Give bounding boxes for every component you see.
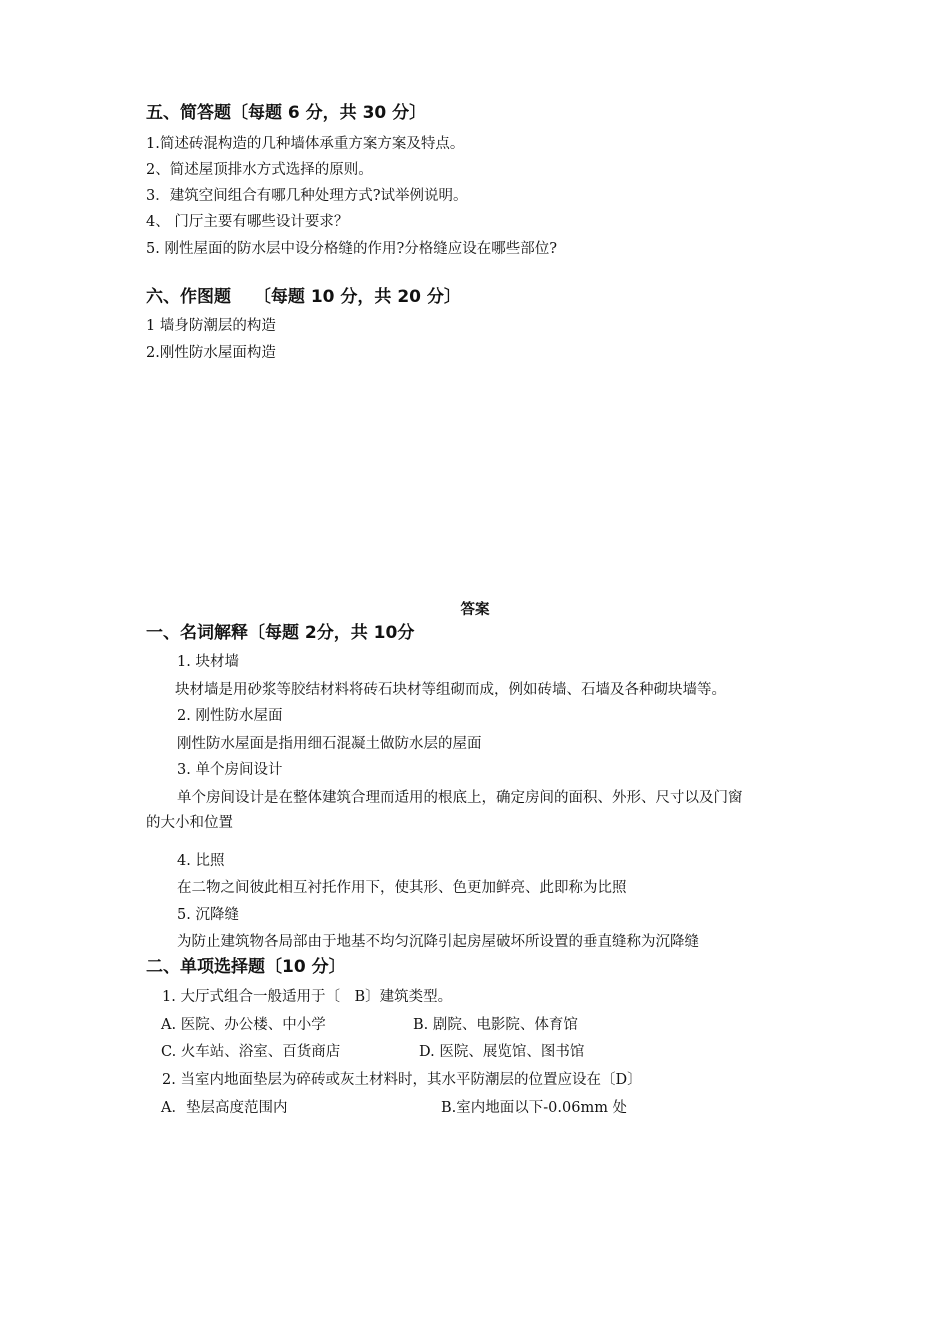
term-5: 5. 沉降缝	[177, 907, 239, 923]
answers-part1-heading: 一、名词解释〔每题 2分，共 10分	[146, 623, 415, 643]
answers-part2-heading: 二、单项选择题〔10 分〕	[146, 957, 346, 977]
term-2: 2. 刚性防水屋面	[177, 708, 283, 724]
section5-item-3: 3．建筑空间组合有哪几种处理方式?试举例说明。	[146, 188, 468, 204]
question-1-option-d: D. 医院、展览馆、图书馆	[419, 1044, 585, 1060]
section5-item-4: 4、 门厅主要有哪些设计要求？	[146, 214, 349, 230]
term-1: 1. 块材墙	[177, 654, 239, 670]
question-2-option-a: A．垫层高度范围内	[161, 1100, 288, 1116]
section6-heading: 六、作图题 〔每题 10 分，共 20 分〕	[146, 287, 461, 307]
section5-item-1: 1.简述砖混构造的几种墙体承重方案方案及特点。	[146, 136, 465, 152]
term-4: 4. 比照	[177, 853, 225, 869]
definition-3-cont: 的大小和位置	[146, 815, 233, 831]
term-3: 3. 单个房间设计	[177, 762, 283, 778]
definition-3: 单个房间设计是在整体建筑合理而适用的根底上，确定房间的面积、外形、尺寸以及门窗	[177, 790, 743, 806]
question-1-option-c: C. 火车站、浴室、百货商店	[161, 1044, 341, 1060]
question-1-option-b: B. 剧院、电影院、体育馆	[413, 1017, 578, 1033]
definition-2: 刚性防水屋面是指用细石混凝土做防水层的屋面	[177, 736, 482, 752]
section5-heading: 五、简答题〔每题 6 分，共 30 分〕	[146, 103, 427, 123]
section6-item-1: 1 墙身防潮层的构造	[146, 318, 276, 334]
section5-item-5: 5. 刚性屋面的防水层中设分格缝的作用?分格缝应设在哪些部位?	[146, 241, 557, 257]
section6-item-2: 2.刚性防水屋面构造	[146, 345, 276, 361]
question-1: 1. 大厅式组合一般适用于〔 B〕建筑类型。	[162, 989, 453, 1005]
definition-1: 块材墙是用砂浆等胶结材料将砖石块材等组砌而成，例如砖墙、石墙及各种砌块墙等。	[175, 682, 726, 698]
question-2: 2. 当室内地面垫层为碎砖或灰土材料时，其水平防潮层的位置应设在〔D〕	[162, 1072, 642, 1088]
definition-4: 在二物之间彼此相互衬托作用下，使其形、色更加鲜亮、此即称为比照	[177, 880, 627, 896]
definition-5: 为防止建筑物各局部由于地基不均匀沉降引起房屋破坏所设置的垂直缝称为沉降缝	[177, 934, 699, 950]
question-1-option-a: A. 医院、办公楼、中小学	[161, 1017, 326, 1033]
section5-item-2: 2、简述屋顶排水方式选择的原则。	[146, 162, 373, 178]
answers-title: 答案	[460, 602, 490, 618]
question-2-option-b: B.室内地面以下-0.06mm 处	[441, 1100, 628, 1116]
